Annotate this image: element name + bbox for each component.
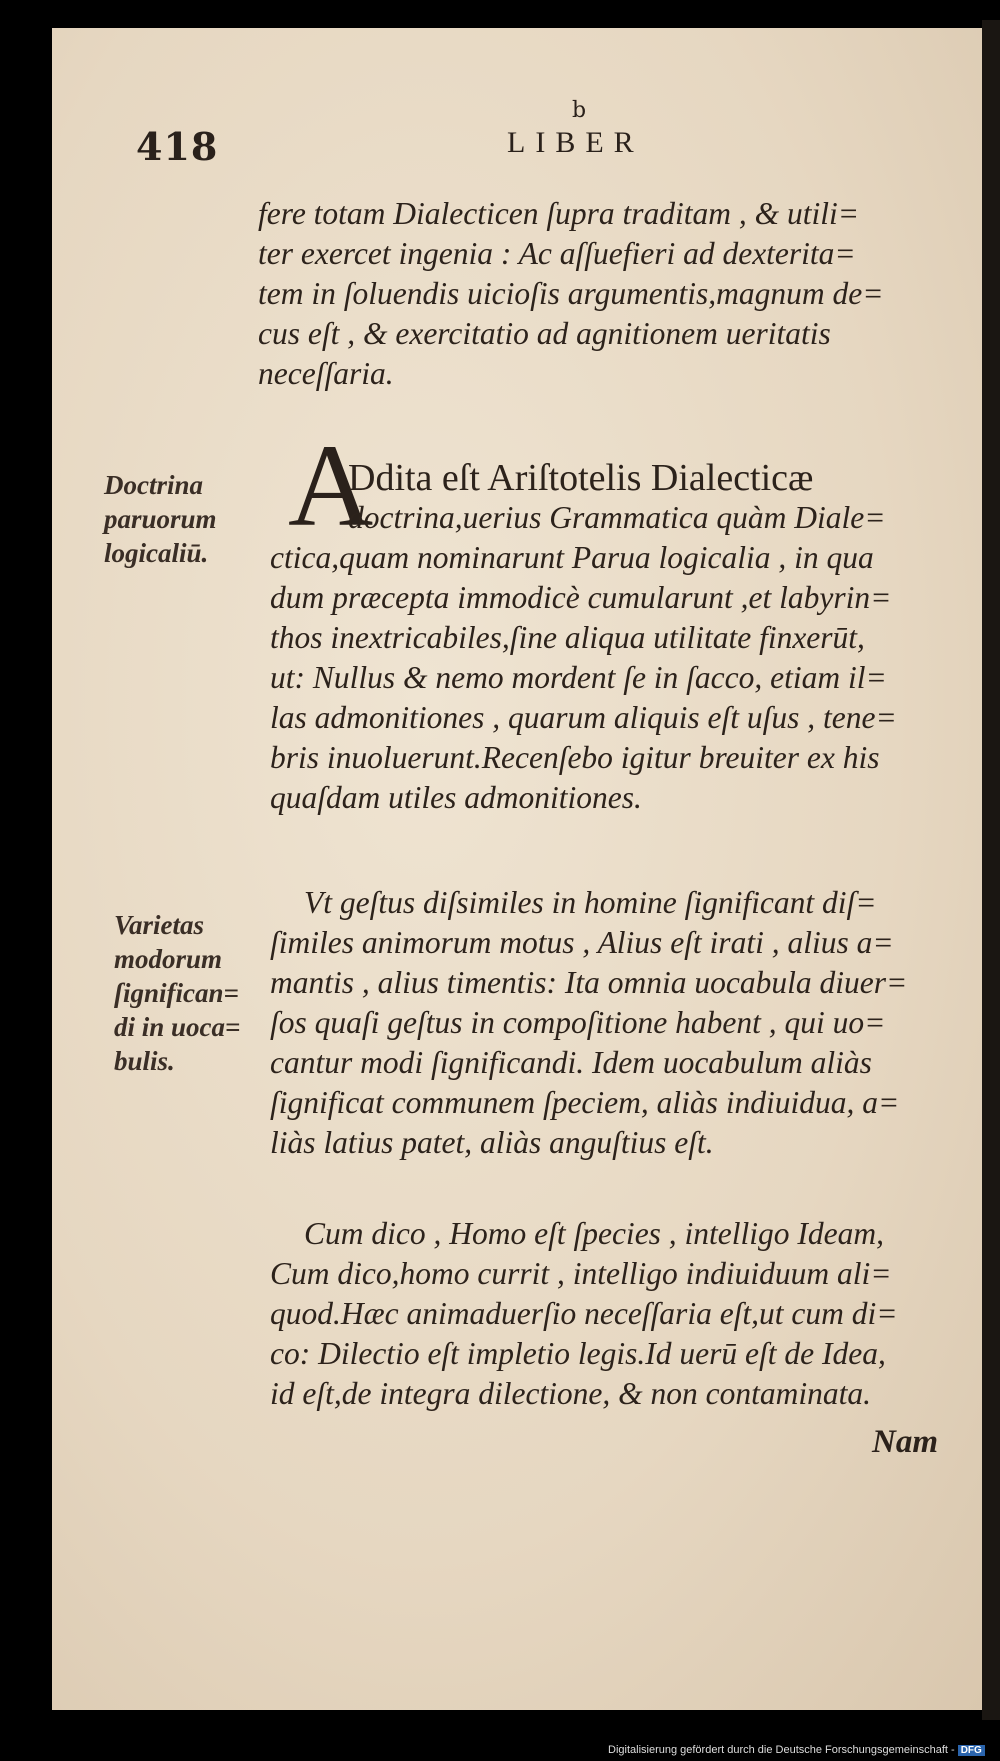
text-line: id eſt,de integra dilectione, & non contaminata. — [270, 1376, 872, 1411]
margin-line: di in uoca= — [114, 1012, 241, 1042]
paragraph-continuation — [258, 194, 884, 394]
text-line: Ddita eſt Ariſtotelis Dialecticæ — [348, 457, 814, 499]
text-line: thos inextricabiles,ſine aliqua utilitate finxerūt, — [270, 620, 865, 655]
text-line: ut: Nullus & nemo mordent ſe in ſacco, etiam il= — [270, 660, 887, 695]
text-line: Cum dico , Homo eſt ſpecies , intelligo Ideam, — [304, 1216, 885, 1251]
page-header — [52, 98, 982, 176]
marginal-note-doctrina — [104, 468, 217, 570]
text-line: las admonitiones , quarum aliquis eſt uſus , tene= — [270, 700, 897, 735]
text-line: cantur modi ſignificandi. Idem uocabulum aliàs — [270, 1045, 872, 1080]
text-line: Cum dico,homo currit , intelligo indiuiduum ali= — [270, 1256, 892, 1291]
margin-line: ſignifican= — [114, 978, 239, 1008]
text-line: mantis , alius timentis: Ita omnia uocabula diuer= — [270, 965, 908, 1000]
text-line: neceſſaria. — [258, 356, 394, 391]
dfg-logo: DFG — [958, 1745, 985, 1756]
margin-line: bulis. — [114, 1046, 175, 1076]
signature-mark: b — [572, 98, 587, 123]
margin-line: paruorum — [104, 504, 217, 534]
running-title: LIBER — [507, 126, 644, 159]
paragraph-homo-species — [270, 1214, 898, 1414]
drop-capital: A — [288, 420, 374, 551]
paragraph-modi-significandi — [270, 883, 907, 1163]
book-page — [52, 28, 982, 1710]
text-line: ſos quaſi geſtus in compoſitione habent , qui uo= — [270, 1005, 886, 1040]
text-line: quod.Hæc animaduerſio neceſſaria eſt,ut cum di= — [270, 1296, 898, 1331]
text-line: dum præcepta immodicè cumularunt ,et labyrin= — [270, 580, 892, 615]
text-line: ter exercet ingenia : Ac aſſuefieri ad dexterita= — [258, 236, 856, 271]
text-line: liàs latius patet, aliàs anguſtius eſt. — [270, 1125, 714, 1160]
text-line: bris inuoluerunt.Recenſebo igitur breuiter ex his — [270, 740, 880, 775]
paragraph-parua-logicalia — [270, 458, 897, 818]
margin-line: modorum — [114, 944, 223, 974]
book-edge — [982, 20, 1000, 1720]
margin-line: Varietas — [114, 910, 205, 940]
text-line: co: Dilectio eſt impletio legis.Id uerū eſt de Idea, — [270, 1336, 886, 1371]
text-line: ctica,quam nominarunt Parua logicalia , in qua — [270, 540, 874, 575]
text-line: ſignificat communem ſpeciem, aliàs indiuidua, a= — [270, 1085, 900, 1120]
text-line: Vt geſtus diſsimiles in homine ſignificant diſ= — [304, 885, 877, 920]
text-line: tem in ſoluendis uicioſis argumentis,magnum de= — [258, 276, 884, 311]
text-line: ſimiles animorum motus , Alius eſt irati , alius a= — [270, 925, 894, 960]
margin-line: Doctrina — [104, 470, 204, 500]
catchword: Nam — [872, 1424, 938, 1460]
text-line: quaſdam utiles admonitiones. — [270, 780, 642, 815]
digitization-credit — [608, 1744, 985, 1756]
credit-text: Digitalisierung gefördert durch die Deutsche Forschungsgemeinschaft - — [608, 1744, 955, 1756]
page-number: 418 — [136, 124, 219, 169]
text-line: doctrina,uerius Grammatica quàm Diale= — [348, 500, 886, 535]
text-line: cus eſt , & exercitatio ad agnitionem ueritatis — [258, 316, 831, 351]
margin-line: logicaliū. — [104, 538, 209, 568]
marginal-note-varietas — [114, 908, 240, 1078]
text-line: fere totam Dialecticen ſupra traditam , & utili= — [258, 196, 860, 231]
